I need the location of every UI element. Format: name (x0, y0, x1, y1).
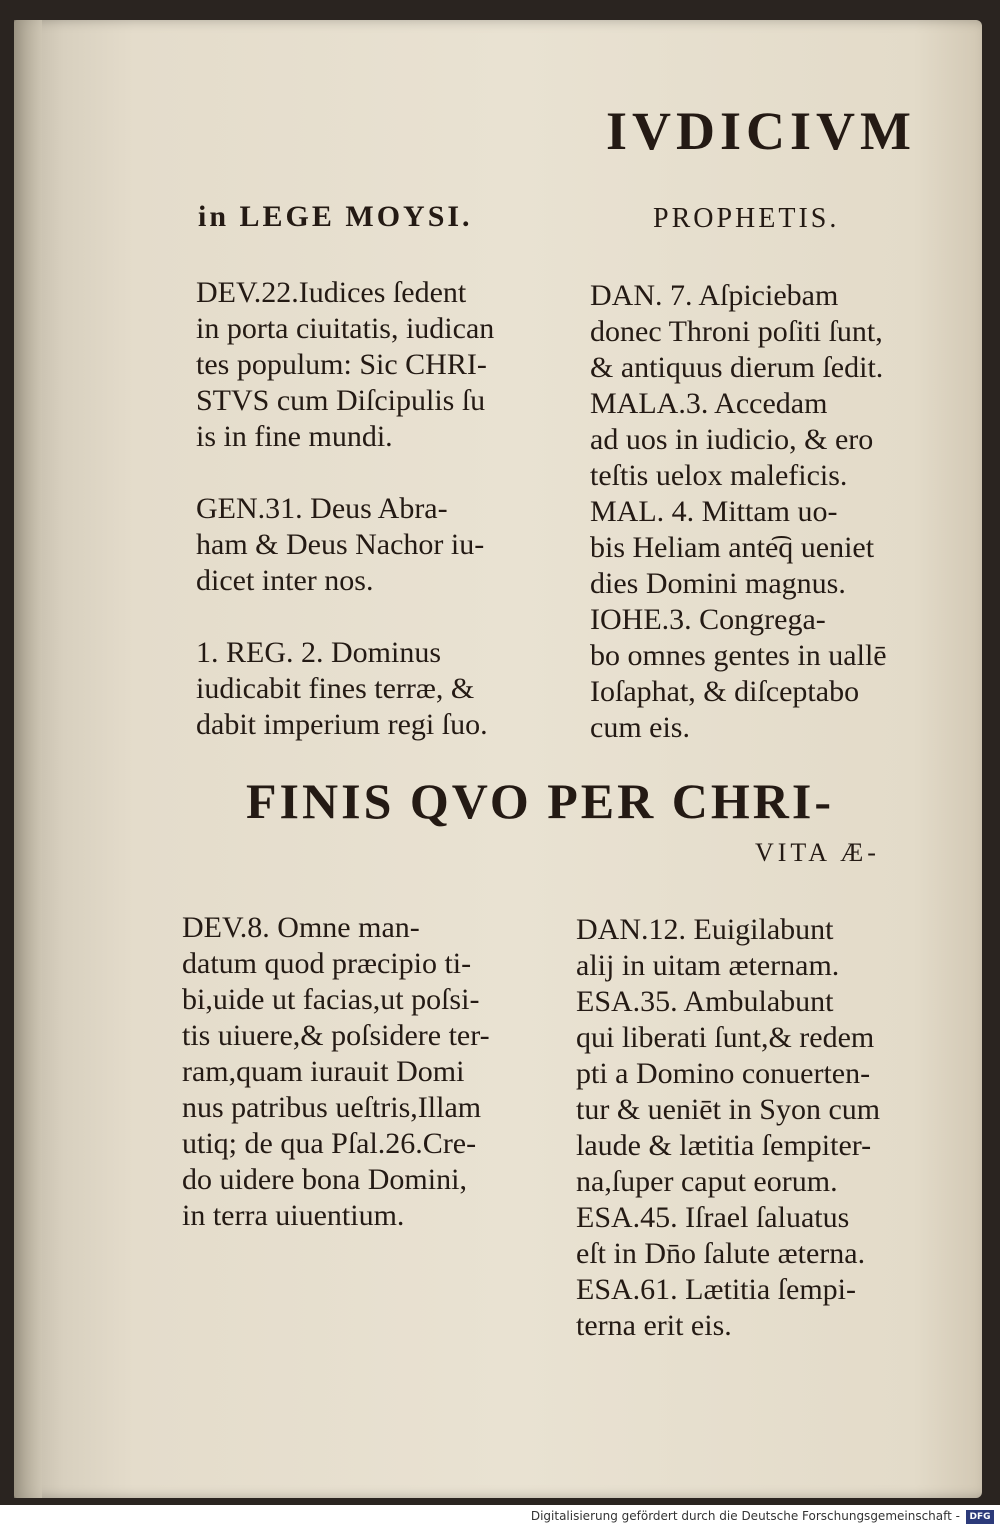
column-heading-left: in LEGE MOYSI. (198, 200, 473, 233)
text-line: teſtis uelox maleficis. (590, 459, 848, 492)
text-line: in porta ciuitatis, iudican (196, 312, 495, 345)
text-line: laude & lætitia ſempiter- (576, 1129, 872, 1162)
text-line: DEV.22.Iudices ſedent (196, 276, 467, 309)
text-line: na,ſuper caput eorum. (576, 1165, 838, 1198)
page-title: IVDICIVM (606, 101, 916, 161)
text-line: bi,uide ut facias,ut poſsi- (182, 983, 480, 1016)
text-column-left-top (196, 275, 494, 743)
paragraph-gap (196, 599, 494, 635)
text-line: ad uos in iudicio, & ero (590, 423, 874, 456)
text-line: bis Heliam ante͡q ueniet (590, 531, 875, 564)
text-column-right-bottom (576, 912, 880, 1344)
text-line: GEN.31. Deus Abra- (196, 492, 448, 525)
text-line: tes populum: Sic CHRI- (196, 348, 487, 381)
text-line: terna erit eis. (576, 1309, 732, 1342)
text-line: ESA.45. Iſrael ſaluatus (576, 1201, 850, 1234)
text-line: MALA.3. Accedam (590, 387, 828, 420)
text-line: iudicabit fines terræ, & (196, 672, 475, 705)
text-line: eſt in Dn̄o ſalute æterna. (576, 1237, 866, 1270)
section-title: FINIS QVO PER CHRI- (246, 773, 834, 829)
text-line: pti a Domino conuerten- (576, 1057, 871, 1090)
text-line: DAN.12. Euigilabunt (576, 913, 834, 946)
text-line: is in fine mundi. (196, 420, 393, 453)
text-line: 1. REG. 2. Dominus (196, 636, 442, 669)
text-line: IOHE.3. Congrega- (590, 603, 826, 636)
column-heading-right: PROPHETIS. (653, 203, 840, 234)
text-line: ham & Deus Nachor iu- (196, 528, 485, 561)
text-line: in terra uiuentium. (182, 1199, 405, 1232)
text-line: DEV.8. Omne man- (182, 911, 420, 944)
text-line: MAL. 4. Mittam uo- (590, 495, 838, 528)
text-line: dabit imperium regi ſuo. (196, 708, 488, 741)
text-line: ESA.35. Ambulabunt (576, 985, 834, 1018)
text-line: datum quod præcipio ti- (182, 947, 472, 980)
text-line: cum eis. (590, 711, 690, 744)
text-line: DAN. 7. Aſpiciebam (590, 279, 839, 312)
text-line: do uidere bona Domini, (182, 1163, 467, 1196)
paragraph-gap (196, 455, 494, 491)
text-line: qui liberati ſunt,& redem (576, 1021, 875, 1054)
text-line: STVS cum Diſcipulis ſu (196, 384, 486, 417)
text-line: alij in uitam æternam. (576, 949, 840, 982)
text-line: nus patribus ueſtris,Illam (182, 1091, 482, 1124)
digitization-footer (0, 1505, 1000, 1529)
text-column-left-bottom (182, 910, 490, 1234)
text-line: dies Domini magnus. (590, 567, 846, 600)
section-subtitle: VITA Æ- (755, 838, 880, 867)
dfg-logo: DFG (966, 1510, 994, 1524)
text-line: ram,quam iurauit Domi (182, 1055, 465, 1088)
page-gutter (14, 20, 42, 1498)
text-line: dicet inter nos. (196, 564, 374, 597)
text-line: utiq; de qua Pſal.26.Cre- (182, 1127, 477, 1160)
text-column-right-top (590, 278, 887, 746)
text-line: & antiquus dierum ſedit. (590, 351, 884, 384)
text-line: tis uiuere,& poſsidere ter- (182, 1019, 490, 1052)
text-line: tur & ueniēt in Syon cum (576, 1093, 881, 1126)
footer-credit: Digitalisierung gefördert durch die Deutsche Forschungsgemeinschaft - (530, 1509, 960, 1523)
text-line: Ioſaphat, & diſceptabo (590, 675, 860, 708)
text-line: donec Throni poſiti ſunt, (590, 315, 883, 348)
text-line: bo omnes gentes in uallē (590, 639, 887, 672)
text-line: ESA.61. Lætitia ſempi- (576, 1273, 856, 1306)
